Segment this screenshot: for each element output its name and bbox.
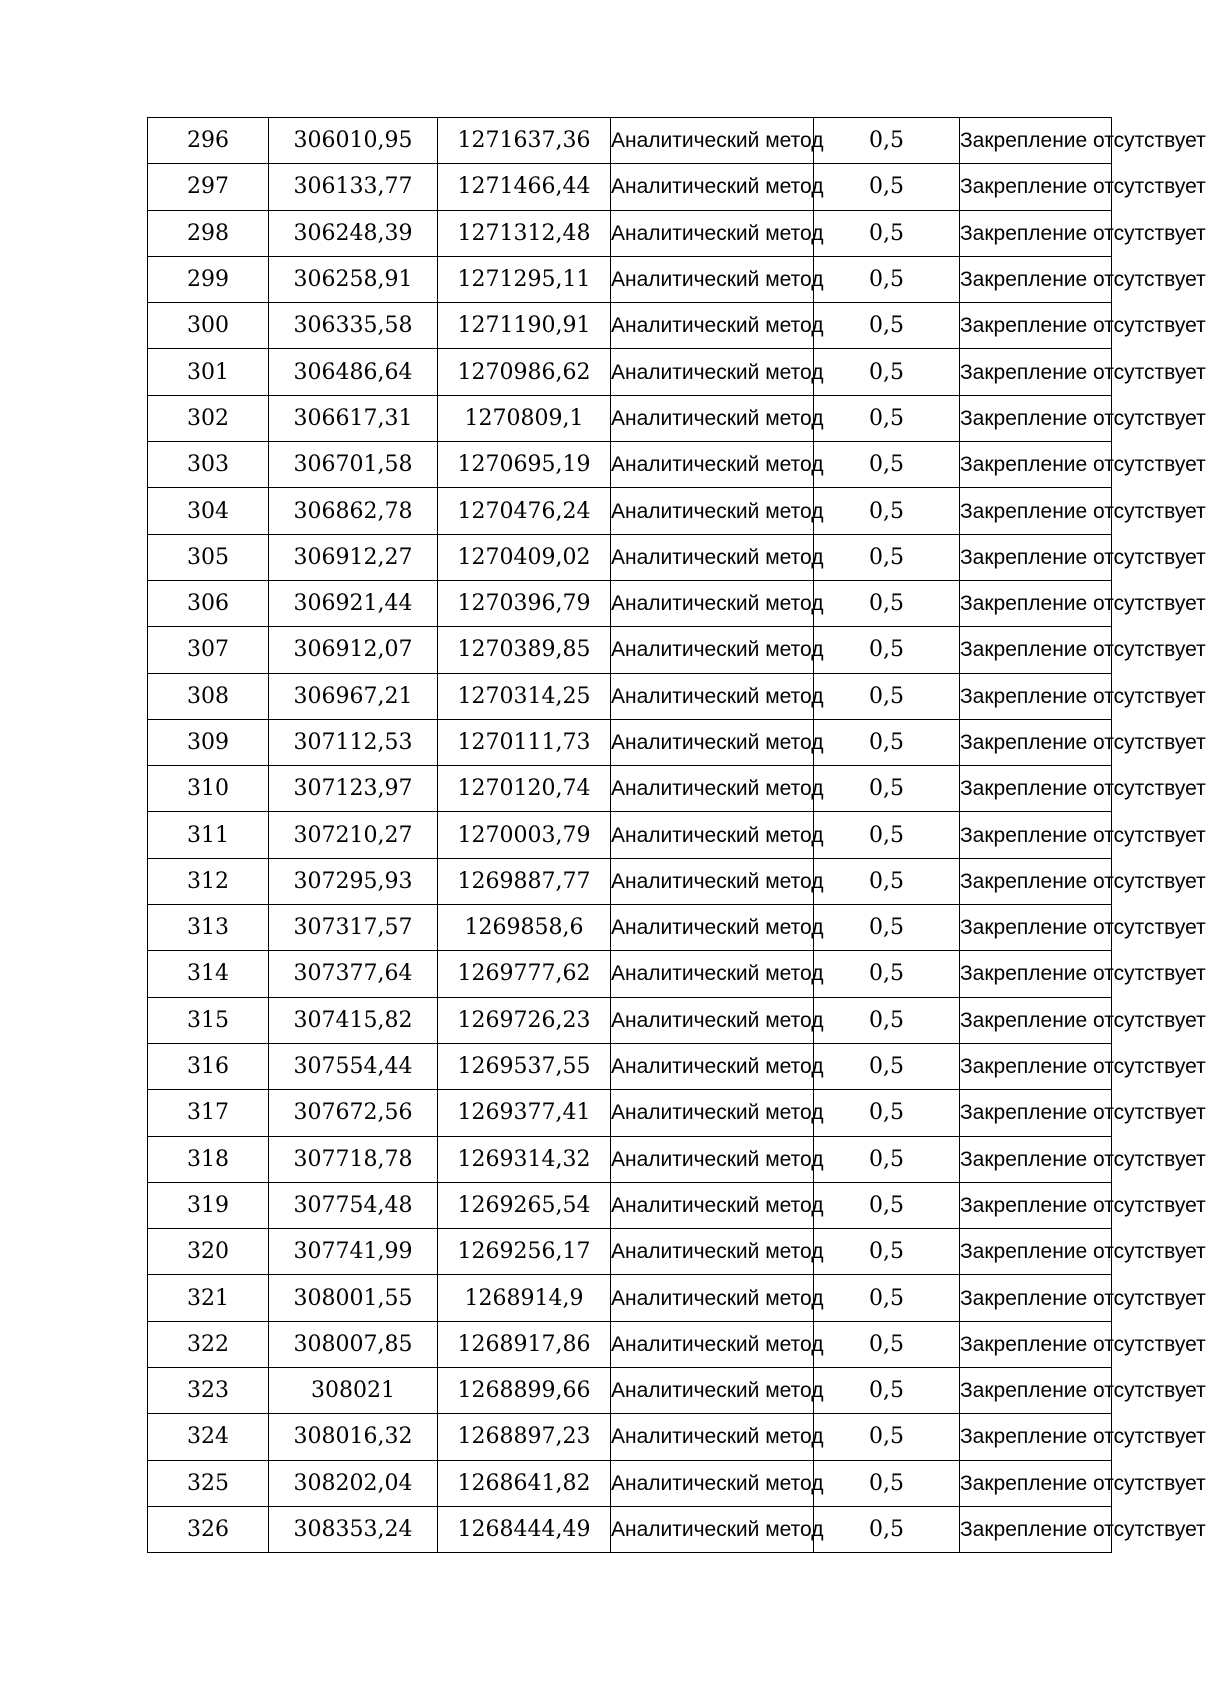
point-number-cell: 304: [148, 488, 269, 534]
x-coordinate-cell: 308001,55: [269, 1275, 438, 1321]
y-coordinate-cell: 1270111,73: [438, 719, 611, 765]
table-row: [148, 395, 1112, 441]
fixation-cell: Закрепление отсутствует: [960, 905, 1112, 951]
point-number-cell: 315: [148, 997, 269, 1043]
fixation-cell: Закрепление отсутствует: [960, 164, 1112, 210]
method-cell: Аналитический метод: [611, 256, 814, 302]
method-cell: Аналитический метод: [611, 766, 814, 812]
y-coordinate-cell: 1269858,6: [438, 905, 611, 951]
x-coordinate-cell: 307317,57: [269, 905, 438, 951]
point-number-cell: 299: [148, 256, 269, 302]
point-number-cell: 325: [148, 1460, 269, 1506]
x-coordinate-cell: 306967,21: [269, 673, 438, 719]
fixation-cell: Закрепление отсутствует: [960, 1368, 1112, 1414]
fixation-cell: Закрепление отсутствует: [960, 997, 1112, 1043]
point-number-cell: 312: [148, 858, 269, 904]
accuracy-cell: 0,5: [814, 1229, 960, 1275]
point-number-cell: 303: [148, 442, 269, 488]
y-coordinate-cell: 1269377,41: [438, 1090, 611, 1136]
table-row: [148, 164, 1112, 210]
accuracy-cell: 0,5: [814, 905, 960, 951]
x-coordinate-cell: 308021: [269, 1368, 438, 1414]
fixation-cell: Закрепление отсутствует: [960, 303, 1112, 349]
accuracy-cell: 0,5: [814, 1182, 960, 1228]
table-row: [148, 118, 1112, 164]
method-cell: Аналитический метод: [611, 1460, 814, 1506]
y-coordinate-cell: 1269537,55: [438, 1043, 611, 1089]
accuracy-cell: 0,5: [814, 580, 960, 626]
accuracy-cell: 0,5: [814, 812, 960, 858]
method-cell: Аналитический метод: [611, 1043, 814, 1089]
y-coordinate-cell: 1268444,49: [438, 1506, 611, 1552]
accuracy-cell: 0,5: [814, 1043, 960, 1089]
fixation-cell: Закрепление отсутствует: [960, 1414, 1112, 1460]
accuracy-cell: 0,5: [814, 627, 960, 673]
method-cell: Аналитический метод: [611, 118, 814, 164]
fixation-cell: Закрепление отсутствует: [960, 1275, 1112, 1321]
table-row: [148, 1182, 1112, 1228]
method-cell: Аналитический метод: [611, 488, 814, 534]
y-coordinate-cell: 1270476,24: [438, 488, 611, 534]
table-row: [148, 1368, 1112, 1414]
table-row: [148, 349, 1112, 395]
fixation-cell: Закрепление отсутствует: [960, 210, 1112, 256]
y-coordinate-cell: 1268917,86: [438, 1321, 611, 1367]
table-row: [148, 1414, 1112, 1460]
fixation-cell: Закрепление отсутствует: [960, 812, 1112, 858]
method-cell: Аналитический метод: [611, 858, 814, 904]
accuracy-cell: 0,5: [814, 1275, 960, 1321]
point-number-cell: 301: [148, 349, 269, 395]
point-number-cell: 300: [148, 303, 269, 349]
y-coordinate-cell: 1270389,85: [438, 627, 611, 673]
fixation-cell: Закрепление отсутствует: [960, 1182, 1112, 1228]
accuracy-cell: 0,5: [814, 534, 960, 580]
table-row: [148, 488, 1112, 534]
y-coordinate-cell: 1271637,36: [438, 118, 611, 164]
y-coordinate-cell: 1270809,1: [438, 395, 611, 441]
accuracy-cell: 0,5: [814, 118, 960, 164]
table-row: [148, 580, 1112, 626]
point-number-cell: 317: [148, 1090, 269, 1136]
method-cell: Аналитический метод: [611, 210, 814, 256]
method-cell: Аналитический метод: [611, 951, 814, 997]
table-row: [148, 210, 1112, 256]
fixation-cell: Закрепление отсутствует: [960, 442, 1112, 488]
y-coordinate-cell: 1271295,11: [438, 256, 611, 302]
method-cell: Аналитический метод: [611, 534, 814, 580]
method-cell: Аналитический метод: [611, 1182, 814, 1228]
point-number-cell: 320: [148, 1229, 269, 1275]
x-coordinate-cell: 307718,78: [269, 1136, 438, 1182]
method-cell: Аналитический метод: [611, 905, 814, 951]
accuracy-cell: 0,5: [814, 1368, 960, 1414]
point-number-cell: 298: [148, 210, 269, 256]
y-coordinate-cell: 1269256,17: [438, 1229, 611, 1275]
accuracy-cell: 0,5: [814, 1321, 960, 1367]
fixation-cell: Закрепление отсутствует: [960, 1229, 1112, 1275]
x-coordinate-cell: 307672,56: [269, 1090, 438, 1136]
table-row: [148, 1321, 1112, 1367]
method-cell: Аналитический метод: [611, 395, 814, 441]
accuracy-cell: 0,5: [814, 1460, 960, 1506]
method-cell: Аналитический метод: [611, 673, 814, 719]
table-row: [148, 1460, 1112, 1506]
fixation-cell: Закрепление отсутствует: [960, 719, 1112, 765]
x-coordinate-cell: 306701,58: [269, 442, 438, 488]
y-coordinate-cell: 1268914,9: [438, 1275, 611, 1321]
x-coordinate-cell: 306912,07: [269, 627, 438, 673]
accuracy-cell: 0,5: [814, 349, 960, 395]
point-number-cell: 297: [148, 164, 269, 210]
y-coordinate-cell: 1271312,48: [438, 210, 611, 256]
accuracy-cell: 0,5: [814, 951, 960, 997]
y-coordinate-cell: 1268641,82: [438, 1460, 611, 1506]
method-cell: Аналитический метод: [611, 164, 814, 210]
table-row: [148, 812, 1112, 858]
fixation-cell: Закрепление отсутствует: [960, 534, 1112, 580]
x-coordinate-cell: 306912,27: [269, 534, 438, 580]
accuracy-cell: 0,5: [814, 673, 960, 719]
method-cell: Аналитический метод: [611, 1368, 814, 1414]
fixation-cell: Закрепление отсутствует: [960, 1460, 1112, 1506]
y-coordinate-cell: 1269314,32: [438, 1136, 611, 1182]
x-coordinate-cell: 307415,82: [269, 997, 438, 1043]
y-coordinate-cell: 1270986,62: [438, 349, 611, 395]
point-number-cell: 324: [148, 1414, 269, 1460]
accuracy-cell: 0,5: [814, 256, 960, 302]
point-number-cell: 314: [148, 951, 269, 997]
accuracy-cell: 0,5: [814, 164, 960, 210]
x-coordinate-cell: 306335,58: [269, 303, 438, 349]
x-coordinate-cell: 306010,95: [269, 118, 438, 164]
x-coordinate-cell: 306133,77: [269, 164, 438, 210]
x-coordinate-cell: 306617,31: [269, 395, 438, 441]
point-number-cell: 306: [148, 580, 269, 626]
method-cell: Аналитический метод: [611, 1414, 814, 1460]
point-number-cell: 319: [148, 1182, 269, 1228]
x-coordinate-cell: 308016,32: [269, 1414, 438, 1460]
fixation-cell: Закрепление отсутствует: [960, 766, 1112, 812]
accuracy-cell: 0,5: [814, 488, 960, 534]
fixation-cell: Закрепление отсутствует: [960, 118, 1112, 164]
method-cell: Аналитический метод: [611, 627, 814, 673]
table-row: [148, 303, 1112, 349]
method-cell: Аналитический метод: [611, 442, 814, 488]
y-coordinate-cell: 1269887,77: [438, 858, 611, 904]
method-cell: Аналитический метод: [611, 1090, 814, 1136]
x-coordinate-cell: 308007,85: [269, 1321, 438, 1367]
table-row: [148, 1090, 1112, 1136]
x-coordinate-cell: 306921,44: [269, 580, 438, 626]
table-row: [148, 1275, 1112, 1321]
point-number-cell: 318: [148, 1136, 269, 1182]
table-row: [148, 858, 1112, 904]
table-row: [148, 1136, 1112, 1182]
x-coordinate-cell: 307210,27: [269, 812, 438, 858]
fixation-cell: Закрепление отсутствует: [960, 488, 1112, 534]
table-row: [148, 766, 1112, 812]
table-row: [148, 951, 1112, 997]
x-coordinate-cell: 306862,78: [269, 488, 438, 534]
table-row: [148, 256, 1112, 302]
fixation-cell: Закрепление отсутствует: [960, 1321, 1112, 1367]
method-cell: Аналитический метод: [611, 997, 814, 1043]
accuracy-cell: 0,5: [814, 719, 960, 765]
y-coordinate-cell: 1271190,91: [438, 303, 611, 349]
fixation-cell: Закрепление отсутствует: [960, 1043, 1112, 1089]
x-coordinate-cell: 307741,99: [269, 1229, 438, 1275]
y-coordinate-cell: 1268899,66: [438, 1368, 611, 1414]
table-row: [148, 719, 1112, 765]
method-cell: Аналитический метод: [611, 1275, 814, 1321]
accuracy-cell: 0,5: [814, 997, 960, 1043]
x-coordinate-cell: 307554,44: [269, 1043, 438, 1089]
coordinates-table-body: [148, 118, 1206, 1553]
y-coordinate-cell: 1270409,02: [438, 534, 611, 580]
x-coordinate-cell: 307295,93: [269, 858, 438, 904]
point-number-cell: 310: [148, 766, 269, 812]
fixation-cell: Закрепление отсутствует: [960, 858, 1112, 904]
y-coordinate-cell: 1269777,62: [438, 951, 611, 997]
y-coordinate-cell: 1269726,23: [438, 997, 611, 1043]
table-row: [148, 1229, 1112, 1275]
fixation-cell: Закрепление отсутствует: [960, 1506, 1112, 1552]
accuracy-cell: 0,5: [814, 766, 960, 812]
accuracy-cell: 0,5: [814, 395, 960, 441]
accuracy-cell: 0,5: [814, 1506, 960, 1552]
x-coordinate-cell: 307754,48: [269, 1182, 438, 1228]
table-row: [148, 905, 1112, 951]
fixation-cell: Закрепление отсутствует: [960, 580, 1112, 626]
x-coordinate-cell: 306258,91: [269, 256, 438, 302]
y-coordinate-cell: 1270120,74: [438, 766, 611, 812]
coordinates-table: [147, 117, 1206, 1553]
accuracy-cell: 0,5: [814, 858, 960, 904]
point-number-cell: 309: [148, 719, 269, 765]
accuracy-cell: 0,5: [814, 303, 960, 349]
fixation-cell: Закрепление отсутствует: [960, 1136, 1112, 1182]
y-coordinate-cell: 1271466,44: [438, 164, 611, 210]
x-coordinate-cell: 306248,39: [269, 210, 438, 256]
x-coordinate-cell: 307377,64: [269, 951, 438, 997]
y-coordinate-cell: 1268897,23: [438, 1414, 611, 1460]
y-coordinate-cell: 1269265,54: [438, 1182, 611, 1228]
method-cell: Аналитический метод: [611, 1136, 814, 1182]
point-number-cell: 321: [148, 1275, 269, 1321]
point-number-cell: 296: [148, 118, 269, 164]
fixation-cell: Закрепление отсутствует: [960, 349, 1112, 395]
table-row: [148, 442, 1112, 488]
method-cell: Аналитический метод: [611, 1229, 814, 1275]
y-coordinate-cell: 1270695,19: [438, 442, 611, 488]
accuracy-cell: 0,5: [814, 442, 960, 488]
table-row: [148, 1506, 1112, 1552]
point-number-cell: 316: [148, 1043, 269, 1089]
point-number-cell: 307: [148, 627, 269, 673]
y-coordinate-cell: 1270314,25: [438, 673, 611, 719]
accuracy-cell: 0,5: [814, 1090, 960, 1136]
x-coordinate-cell: 308353,24: [269, 1506, 438, 1552]
fixation-cell: Закрепление отсутствует: [960, 673, 1112, 719]
point-number-cell: 308: [148, 673, 269, 719]
point-number-cell: 326: [148, 1506, 269, 1552]
fixation-cell: Закрепление отсутствует: [960, 1090, 1112, 1136]
point-number-cell: 323: [148, 1368, 269, 1414]
table-row: [148, 627, 1112, 673]
method-cell: Аналитический метод: [611, 719, 814, 765]
y-coordinate-cell: 1270003,79: [438, 812, 611, 858]
method-cell: Аналитический метод: [611, 303, 814, 349]
method-cell: Аналитический метод: [611, 812, 814, 858]
method-cell: Аналитический метод: [611, 1506, 814, 1552]
point-number-cell: 311: [148, 812, 269, 858]
point-number-cell: 322: [148, 1321, 269, 1367]
x-coordinate-cell: 307112,53: [269, 719, 438, 765]
point-number-cell: 302: [148, 395, 269, 441]
x-coordinate-cell: 307123,97: [269, 766, 438, 812]
fixation-cell: Закрепление отсутствует: [960, 951, 1112, 997]
x-coordinate-cell: 308202,04: [269, 1460, 438, 1506]
method-cell: Аналитический метод: [611, 580, 814, 626]
x-coordinate-cell: 306486,64: [269, 349, 438, 395]
fixation-cell: Закрепление отсутствует: [960, 256, 1112, 302]
accuracy-cell: 0,5: [814, 1414, 960, 1460]
point-number-cell: 305: [148, 534, 269, 580]
point-number-cell: 313: [148, 905, 269, 951]
fixation-cell: Закрепление отсутствует: [960, 627, 1112, 673]
table-row: [148, 1043, 1112, 1089]
y-coordinate-cell: 1270396,79: [438, 580, 611, 626]
table-row: [148, 997, 1112, 1043]
accuracy-cell: 0,5: [814, 1136, 960, 1182]
fixation-cell: Закрепление отсутствует: [960, 395, 1112, 441]
method-cell: Аналитический метод: [611, 349, 814, 395]
table-row: [148, 534, 1112, 580]
table-row: [148, 673, 1112, 719]
method-cell: Аналитический метод: [611, 1321, 814, 1367]
accuracy-cell: 0,5: [814, 210, 960, 256]
